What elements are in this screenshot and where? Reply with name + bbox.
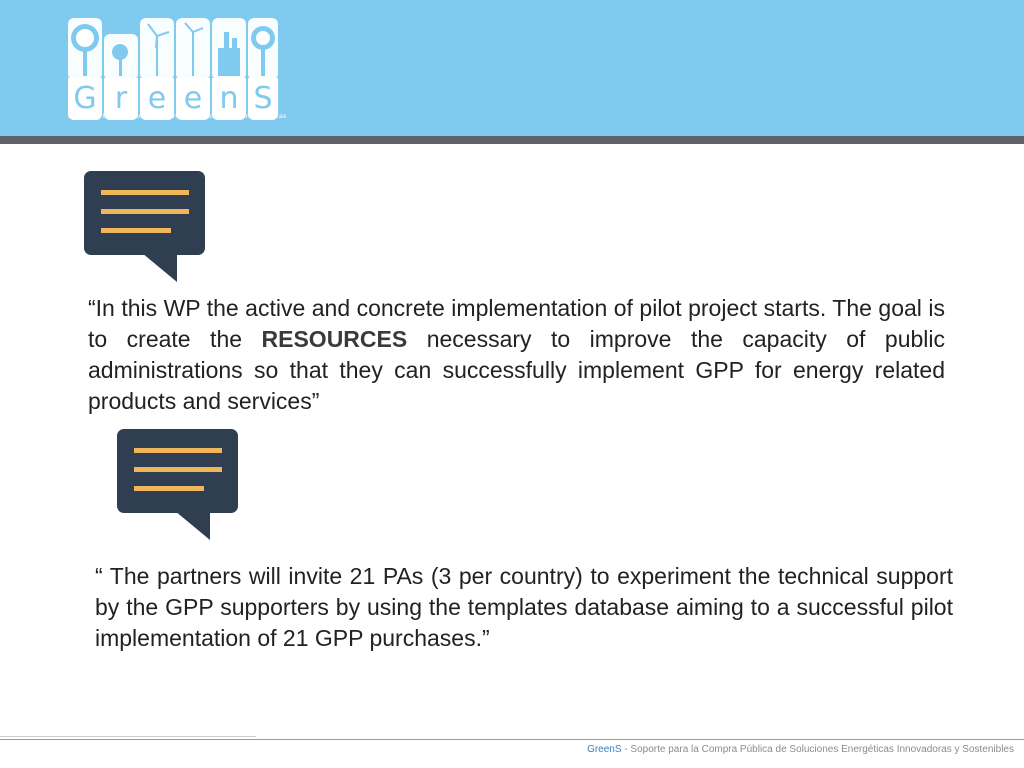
logo-illustration [64, 14, 282, 84]
footer-divider [0, 739, 1024, 740]
logo-letter: G [68, 78, 102, 120]
footer-divider-short [0, 736, 256, 737]
logo-letter: r [104, 78, 138, 120]
quote-text-1: “In this WP the active and concrete implementation of pilot project starts. The goal is to create the RESOURCES necessary to improve the capacity of public administrations so that they can successfully implement GPP for energy related products and services” [88, 295, 945, 414]
header-banner [0, 0, 1024, 136]
logo-letter: S [248, 78, 278, 120]
logo-letter: e [176, 78, 210, 120]
logo-tagline: asistencia técnica • formación en CPS • recomendaciones políticas [68, 112, 287, 120]
highlight-resources: RESOURCES [261, 326, 408, 352]
footer-brand: GreenS [587, 744, 622, 755]
logo-letter: e [140, 78, 174, 120]
greens-logo [64, 14, 287, 122]
logo-letter: n [212, 78, 246, 120]
header-divider [0, 136, 1024, 144]
speech-bubble-icon [84, 171, 206, 288]
footer-caption: GreenS - Soporte para la Compra Pública de Soluciones Energéticas Innovadoras y Sostenibles [587, 744, 1014, 755]
quote-text-2: “ The partners will invite 21 PAs (3 per country) to experiment the technical support by the GPP supporters by using the templates database aiming to a successful pilot implementation of 21 GPP purchases.” [95, 563, 953, 651]
speech-bubble-icon [117, 429, 239, 546]
